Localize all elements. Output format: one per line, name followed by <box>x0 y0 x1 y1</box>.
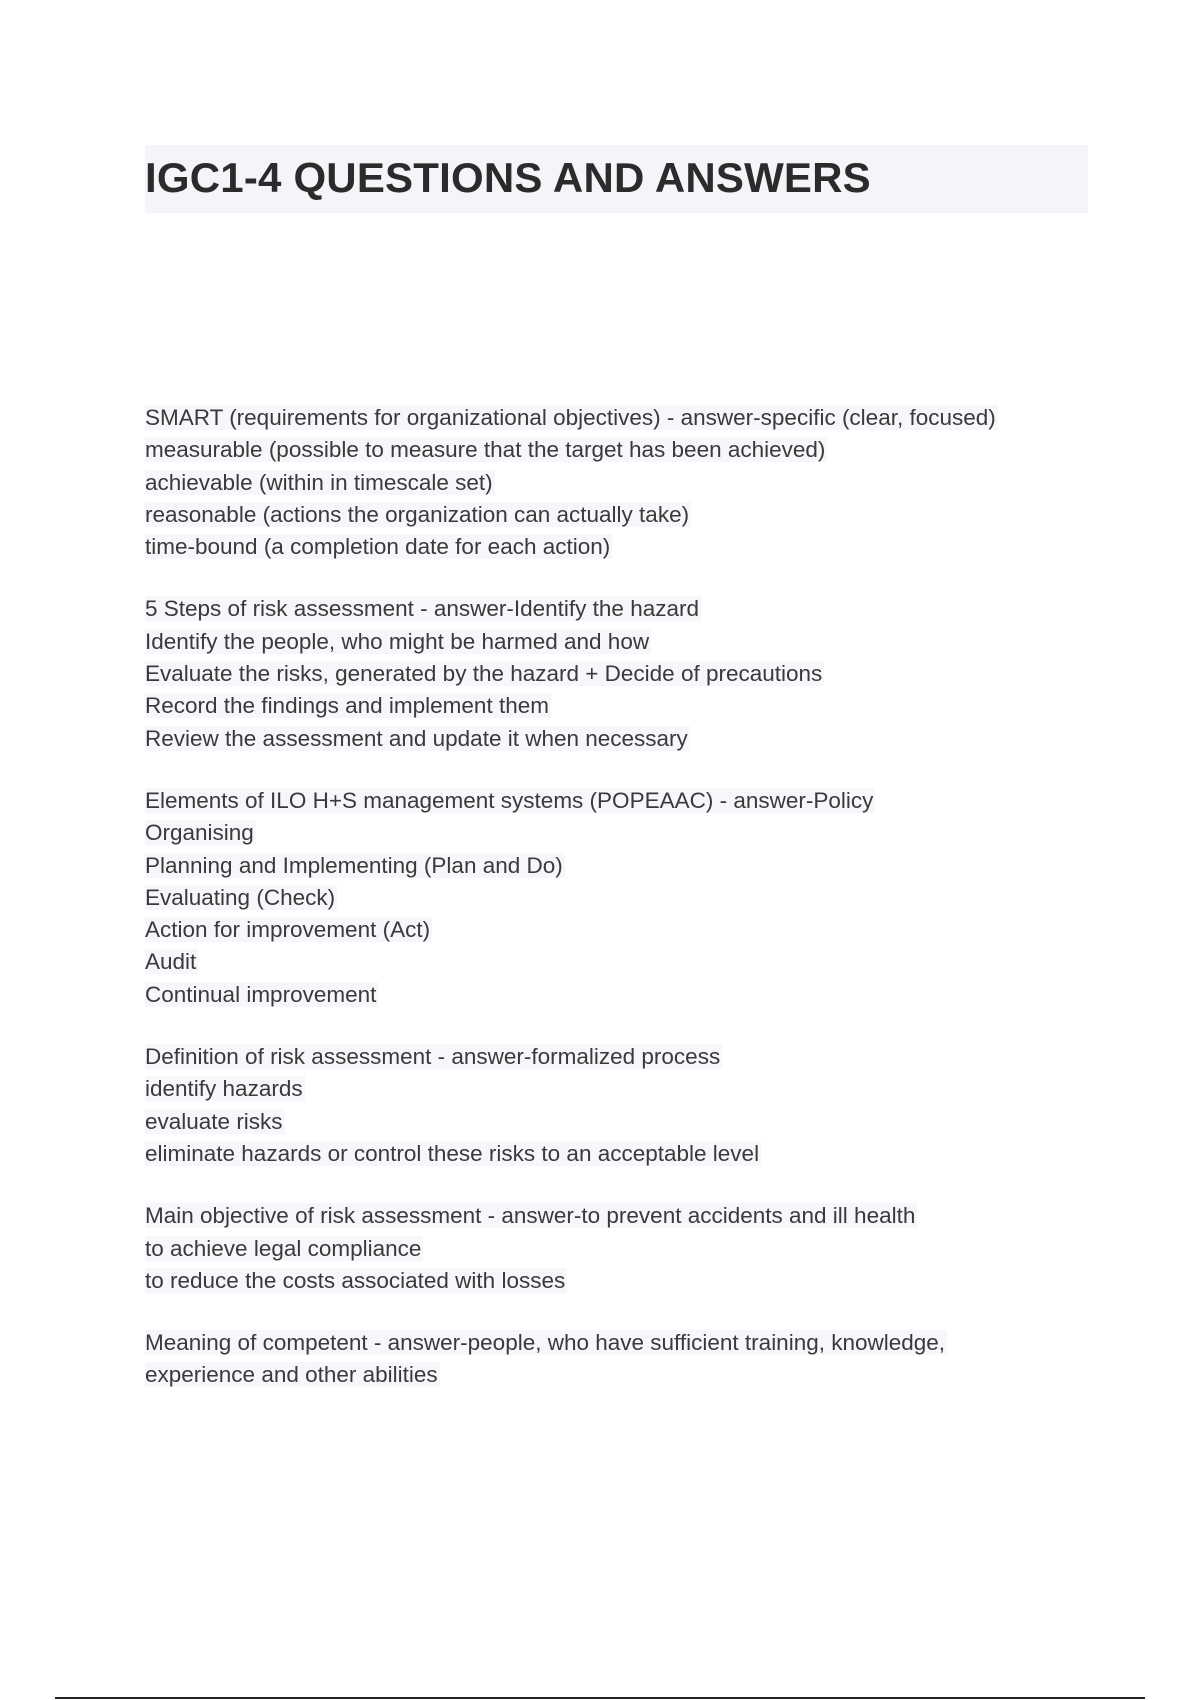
footer-divider <box>55 1697 1145 1699</box>
qa-line: achievable (within in timescale set) <box>145 469 493 495</box>
qa-line: measurable (possible to measure that the target has been achieved) <box>145 437 826 463</box>
qa-line: reasonable (actions the organization can actually take) <box>145 501 690 527</box>
qa-line: Audit <box>145 949 197 975</box>
qa-line: SMART (requirements for organizational objectives) - answer-specific (clear, focused) <box>145 405 996 430</box>
qa-line: time-bound (a completion date for each action) <box>145 534 611 560</box>
qa-line: Main objective of risk assessment - answer-to prevent accidents and ill health <box>145 1203 916 1229</box>
qa-line: Continual improvement <box>145 981 377 1007</box>
qa-line: identify hazards <box>145 1076 303 1102</box>
page-title: IGC1-4 QUESTIONS AND ANSWERS <box>145 154 871 201</box>
qa-line: 5 Steps of risk assessment - answer-Identify the hazard <box>145 596 699 622</box>
qa-line: Definition of risk assessment - answer-formalized process <box>145 1044 721 1070</box>
qa-line: Evaluating (Check) <box>145 884 336 910</box>
qa-line: Planning and Implementing (Plan and Do) <box>145 852 563 878</box>
qa-line: experience and other abilities <box>145 1362 438 1388</box>
qa-block-risk-definition <box>145 1041 1085 1170</box>
qa-line: Review the assessment and update it when necessary <box>145 725 688 751</box>
qa-line: to achieve legal compliance <box>145 1235 422 1261</box>
qa-line: to reduce the costs associated with losses <box>145 1267 566 1293</box>
qa-line: evaluate risks <box>145 1108 283 1134</box>
qa-block-risk-objective <box>145 1200 1085 1297</box>
qa-line: Action for improvement (Act) <box>145 917 431 943</box>
qa-block-smart <box>145 402 1085 563</box>
qa-content <box>145 402 1085 1422</box>
qa-block-ilo-elements <box>145 785 1085 1011</box>
qa-line: Elements of ILO H+S management systems (POPEAAC) - answer-Policy <box>145 787 874 813</box>
qa-line: Meaning of competent - answer-people, who have sufficient training, knowledge, <box>145 1330 946 1356</box>
qa-line: eliminate hazards or control these risks to an acceptable level <box>145 1140 760 1166</box>
qa-block-competent <box>145 1327 1085 1392</box>
qa-line: Record the findings and implement them <box>145 693 549 719</box>
qa-block-risk-steps <box>145 593 1085 754</box>
qa-line: Organising <box>145 820 254 846</box>
qa-line: Evaluate the risks, generated by the hazard + Decide of precautions <box>145 661 823 687</box>
qa-line: Identify the people, who might be harmed and how <box>145 628 650 654</box>
